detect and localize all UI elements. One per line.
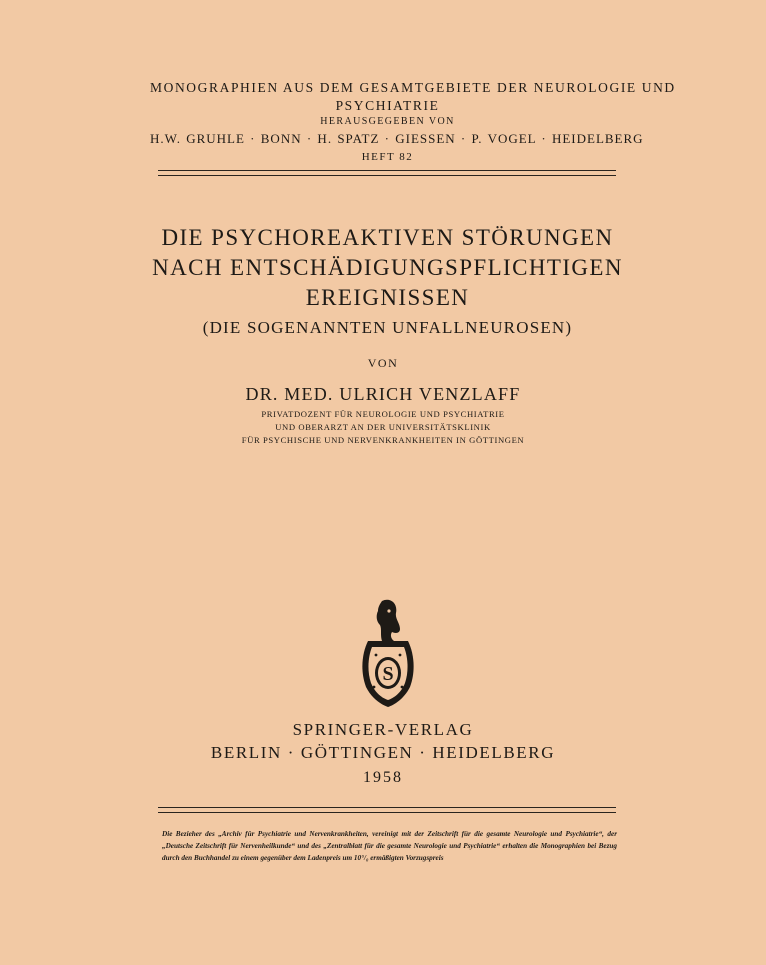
affiliation-line-1: PRIVATDOZENT FÜR NEUROLOGIE UND PSYCHIATRIE xyxy=(261,409,505,419)
title-line-2: NACH ENTSCHÄDIGUNGSPFLICHTIGEN xyxy=(152,255,623,280)
publication-year: 1958 xyxy=(363,769,403,786)
series-title-continued: PSYCHIATRIE xyxy=(335,98,440,113)
publisher-block xyxy=(0,718,766,790)
logo-letter: S xyxy=(382,663,394,685)
header-divider xyxy=(158,170,616,176)
author-affiliation xyxy=(0,408,766,447)
publisher-name: SPRINGER-VERLAG xyxy=(292,720,474,739)
publisher-cities: BERLIN · GÖTTINGEN · HEIDELBERG xyxy=(210,743,556,762)
series-header xyxy=(150,78,676,165)
by-label: VON xyxy=(367,356,399,370)
affiliation-line-2: UND OBERARZT AN DER UNIVERSITÄTSKLINIK xyxy=(275,422,491,432)
author-name: DR. MED. ULRICH VENZLAFF xyxy=(245,384,521,404)
book-title xyxy=(120,223,655,340)
editors-list: H.W. GRUHLE · BONN · H. SPATZ · GIESSEN · P. VOGEL · HEIDELBERG xyxy=(150,131,644,146)
title-line-1: DIE PSYCHOREAKTIVEN STÖRUNGEN xyxy=(161,225,614,250)
footer-divider xyxy=(158,807,616,813)
issue-number: HEFT 82 xyxy=(361,151,414,163)
series-title: MONOGRAPHIEN AUS DEM GESAMTGEBIETE DER NEUROLOGIE UND xyxy=(150,80,676,95)
subscriber-note: Die Bezieher des „Archiv für Psychiatrie und Nervenkrankheiten, vereinigt mit der Zeitschrift für die gesamte Neurologie und Psychiatrie“, der „Deutsche Zeitschrift für Nervenheilkunde“ und des „Zentralblatt für die gesamte Neurologie und Psychiatrie“ erhalten die Monographien bei Bezug durch den Buchhandel zu einem gegenüber dem Ladenpreis um 10°/₀ ermäßigten Vorzugspreis xyxy=(162,830,617,862)
subtitle: (DIE SOGENANNTEN UNFALLNEUROSEN) xyxy=(202,318,573,337)
springer-knight-logo-icon xyxy=(356,597,420,709)
title-line-3: EREIGNISSEN xyxy=(305,285,470,310)
editors-label: HERAUSGEGEBEN VON xyxy=(320,116,455,127)
affiliation-line-3: FÜR PSYCHISCHE UND NERVENKRANKHEITEN IN GÖTTINGEN xyxy=(241,435,525,445)
